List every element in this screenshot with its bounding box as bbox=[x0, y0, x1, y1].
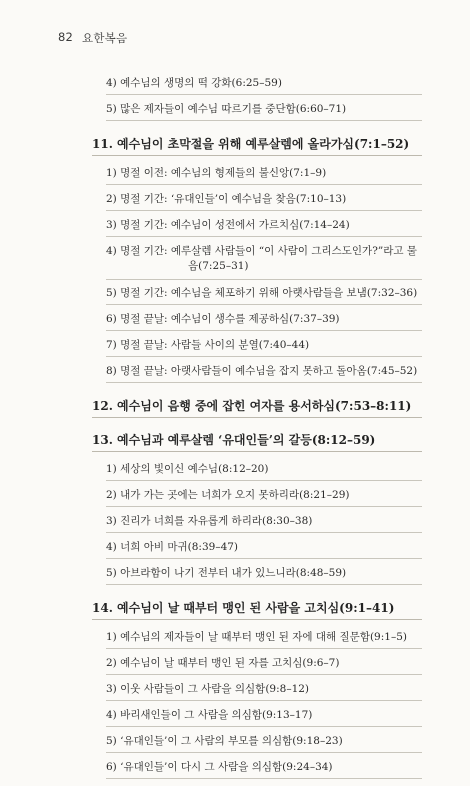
outline-item bbox=[106, 166, 422, 192]
outline-item-text: 3) 명절 기간: 예수님이 성전에서 가르치심(7:14–24) bbox=[106, 219, 350, 231]
outline-item bbox=[106, 364, 422, 390]
item-underline bbox=[106, 506, 422, 507]
outline-item-text: 4) 너희 아비 마귀(8:39–47) bbox=[106, 541, 239, 553]
item-underline bbox=[106, 304, 422, 305]
item-underline bbox=[106, 674, 422, 675]
outline-item bbox=[106, 682, 422, 708]
outline-item bbox=[106, 760, 422, 786]
section-title: 13. 예수님과 예루살렘 ‘유대인들’의 갈등(8:12–59) bbox=[92, 433, 376, 447]
outline-item bbox=[106, 462, 422, 488]
outline-item-text: 4) 명절 기간: 예루살렘 사람들이 “이 사람이 그리스도인가?”라고 물 bbox=[106, 245, 417, 257]
outline-item bbox=[106, 630, 422, 656]
outline-item bbox=[106, 312, 422, 338]
section-underline bbox=[92, 451, 422, 452]
outline-item-text: 5) ‘유대인들’이 그 사람의 부모를 의심함(9:18–23) bbox=[106, 735, 343, 747]
item-underline bbox=[106, 700, 422, 701]
outline-item-text: 4) 예수님의 생명의 떡 강화(6:25–59) bbox=[106, 77, 282, 89]
outline-item-text: 6) ‘유대인들’이 다시 그 사람을 의심함(9:24–34) bbox=[106, 761, 333, 773]
running-head bbox=[58, 30, 127, 46]
outline-item-text: 1) 세상의 빛이신 예수님(8:12–20) bbox=[106, 463, 269, 475]
outline-item-continuation: 음(7:25–31) bbox=[188, 260, 249, 272]
item-underline bbox=[106, 558, 422, 559]
outline-item bbox=[106, 708, 422, 734]
section-title: 12. 예수님이 음행 중에 잡힌 여자를 용서하심(7:53–8:11) bbox=[92, 399, 412, 413]
book-title: 요한복음 bbox=[82, 31, 128, 45]
outline-item-text: 1) 예수님의 제자들이 날 때부터 맹인 된 자에 대해 질문함(9:1–5) bbox=[106, 631, 407, 643]
outline-item-text: 1) 명절 이전: 예수님의 형제들의 불신앙(7:1–9) bbox=[106, 167, 327, 179]
section-heading-14 bbox=[92, 600, 422, 626]
outline-item-text: 5) 명절 기간: 예수님을 체포하기 위해 아랫사람들을 보냄(7:32–36) bbox=[106, 287, 418, 299]
item-underline bbox=[106, 480, 422, 481]
item-underline bbox=[106, 279, 422, 280]
outline-item bbox=[106, 338, 422, 364]
outline-item-text: 5) 아브라함이 나기 전부터 내가 있느니라(8:48–59) bbox=[106, 567, 347, 579]
outline-item bbox=[106, 286, 422, 312]
page-number: 82 bbox=[58, 30, 74, 44]
outline-item bbox=[106, 488, 422, 514]
item-underline bbox=[106, 210, 422, 211]
outline-item bbox=[106, 656, 422, 682]
section-underline bbox=[92, 155, 422, 156]
item-underline bbox=[106, 584, 422, 585]
section-heading-12 bbox=[92, 398, 422, 424]
item-underline bbox=[106, 236, 422, 237]
outline-item-text: 2) 명절 기간: ‘유대인들’이 예수님을 찾음(7:10–13) bbox=[106, 193, 347, 205]
outline-item bbox=[106, 566, 422, 592]
item-underline bbox=[106, 356, 422, 357]
item-underline bbox=[106, 184, 422, 185]
item-underline bbox=[106, 120, 422, 121]
item-underline bbox=[106, 752, 422, 753]
outline-item-text: 8) 명절 끝날: 아랫사람들이 예수님을 잡지 못하고 돌아옴(7:45–52) bbox=[106, 365, 418, 377]
item-underline bbox=[106, 94, 422, 95]
outline-item-wrapped bbox=[106, 244, 422, 286]
section-heading-13 bbox=[92, 432, 422, 458]
outline-item bbox=[106, 102, 422, 128]
outline-item-text: 5) 많은 제자들이 예수님 따르기를 중단함(6:60–71) bbox=[106, 103, 347, 115]
outline-item bbox=[106, 218, 422, 244]
item-underline bbox=[106, 330, 422, 331]
item-underline bbox=[106, 532, 422, 533]
outline-item bbox=[106, 76, 422, 102]
outline-item bbox=[106, 514, 422, 540]
outline-item-text: 7) 명절 끝날: 사람들 사이의 분열(7:40–44) bbox=[106, 339, 310, 351]
section-underline bbox=[92, 619, 422, 620]
outline-item-text: 6) 명절 끝날: 예수님이 생수를 제공하심(7:37–39) bbox=[106, 313, 340, 325]
section-heading-11 bbox=[92, 136, 422, 162]
outline-item bbox=[106, 734, 422, 760]
section-title: 14. 예수님이 날 때부터 맹인 된 사람을 고치심(9:1–41) bbox=[92, 601, 395, 615]
outline-item-text: 3) 진리가 너희를 자유롭게 하리라(8:30–38) bbox=[106, 515, 313, 527]
outline-content bbox=[92, 76, 422, 786]
outline-item bbox=[106, 540, 422, 566]
item-underline bbox=[106, 778, 422, 779]
section-title: 11. 예수님이 초막절을 위해 예루살렘에 올라가심(7:1–52) bbox=[92, 137, 410, 151]
section-underline bbox=[92, 417, 422, 418]
outline-item-text: 2) 예수님이 날 때부터 맹인 된 자를 고치심(9:6–7) bbox=[106, 657, 340, 669]
outline-item-text: 3) 이웃 사람들이 그 사람을 의심함(9:8–12) bbox=[106, 683, 310, 695]
outline-item-text: 2) 내가 가는 곳에는 너희가 오지 못하리라(8:21–29) bbox=[106, 489, 350, 501]
item-underline bbox=[106, 382, 422, 383]
outline-item-text: 4) 바리새인들이 그 사람을 의심함(9:13–17) bbox=[106, 709, 313, 721]
item-underline bbox=[106, 726, 422, 727]
item-underline bbox=[106, 648, 422, 649]
outline-item bbox=[106, 192, 422, 218]
